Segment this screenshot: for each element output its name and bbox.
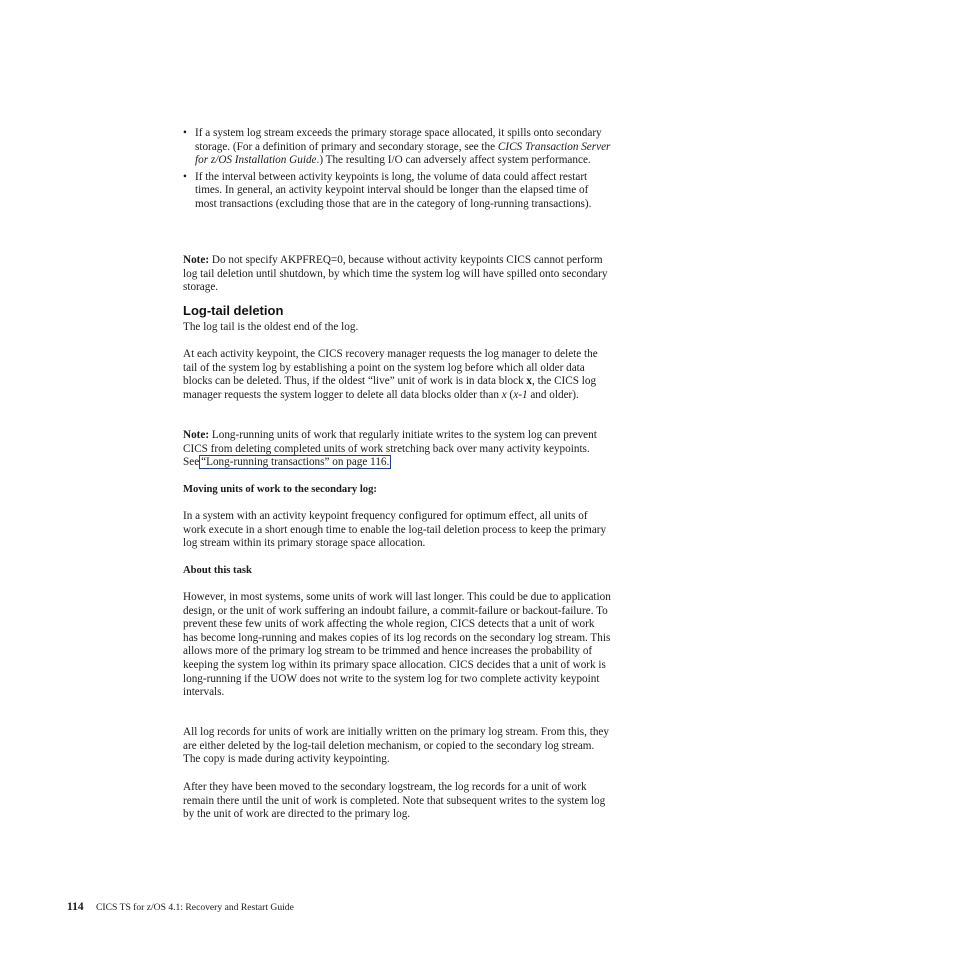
cross-reference-link[interactable]: “Long-running transactions” on page 116. [201, 456, 390, 469]
after-moved-paragraph: After they have been moved to the secondary logstream, the log records for a unit of work remain there until the unit of work is completed. Note that subsequent writes to the system log by the unit of work are directed to the primary log. [183, 781, 606, 821]
note-label: Note: [183, 429, 210, 441]
note-label: Note: [183, 254, 210, 266]
bullet-text-end: .) The resulting I/O can adversely affect system performance. [316, 154, 591, 167]
keypoint-text-2: , the CICS log manager requests the system logger to delete all data blocks older than [183, 375, 597, 401]
bullet-item [183, 171, 611, 212]
page-footer [67, 901, 294, 915]
keypoint-paragraph [183, 348, 611, 402]
moving-units-paragraph: In a system with an activity keypoint frequency configured for optimum effect, all units of work execute in a short enough time to enable the log-tail deletion process to keep the primary log stream within its primary storage space allocation. [183, 510, 607, 550]
footer-book-title: CICS TS for z/OS 4.1: Recovery and Restart Guide [96, 902, 294, 913]
bullet-dot: • [183, 170, 187, 183]
italic-x: x [501, 388, 507, 401]
subheading-moving-units: Moving units of work to the secondary log: [183, 484, 377, 495]
all-log-records-paragraph: All log records for units of work are initially written on the primary log stream. From this, they are either deleted by the log-tail deletion mechanism, or copied to the secondary log stream. The copy is made during activity keypointing. [183, 726, 609, 766]
about-task-heading: About this task [183, 565, 252, 576]
keypoint-text: At each activity keypoint, the CICS recovery manager requests the log manager to delete the tail of the system log by establishing a point on the system log before which all older data blocks can be deleted. Thus, if the oldest “live” unit of work is in data block [183, 348, 598, 388]
note-text: Long-running units of work that regularly initiate writes to the system log can prevent CICS from deleting completed units of work stretching back over many activity keypoints. See [183, 429, 597, 469]
bullet-dot: • [183, 127, 187, 139]
bold-x: x [526, 375, 533, 388]
intro-paragraph: The log tail is the oldest end of the log. [183, 321, 359, 333]
about-task-paragraph: However, in most systems, some units of work will last longer. This could be due to application design, or the unit of work suffering an indoubt failure, a commit-failure or backout-failure. To prevent these few units of work affecting the whole region, CICS detects that a unit of work has become long-running and makes copies of its log records on the secondary log stream. This allows more of the primary log stream to be trimmed and hence increases the probability of keeping the system log within its primary space allocation. CICS decides that a unit of work is long-running if the UOW does not write to the system log for two complete activity keypoint intervals. [183, 591, 611, 699]
bullet-item [183, 127, 611, 168]
keypoint-text-4: and older). [527, 388, 579, 401]
page-number: 114 [67, 901, 84, 913]
italic-x-1: x-1 [513, 388, 528, 401]
bullet-text: If the interval between activity keypoints is long, the volume of data could affect restart times. In general, an activity keypoint interval should be longer than the elapsed time of most transactions (excluding those that are in the category of long-running transactions). [195, 170, 592, 210]
note-long-running [183, 429, 611, 470]
section-heading: Log-tail deletion [183, 303, 284, 318]
keypoint-text-3: ( [506, 388, 514, 401]
book-title-reference: CICS Transaction Server for z/OS Installation Guide [195, 140, 611, 167]
bullet-list [183, 127, 611, 215]
bullet-text: If a system log stream exceeds the primary storage space allocated, it spills onto secondary storage. (For a definition of primary and secondary storage, see the [195, 127, 602, 153]
note-akpfreq [183, 254, 611, 295]
note-text: Do not specify AKPFREQ=0, because without activity keypoints CICS cannot perform log tail deletion until shutdown, by which time the system log will have spilled onto secondary storage. [183, 254, 608, 294]
